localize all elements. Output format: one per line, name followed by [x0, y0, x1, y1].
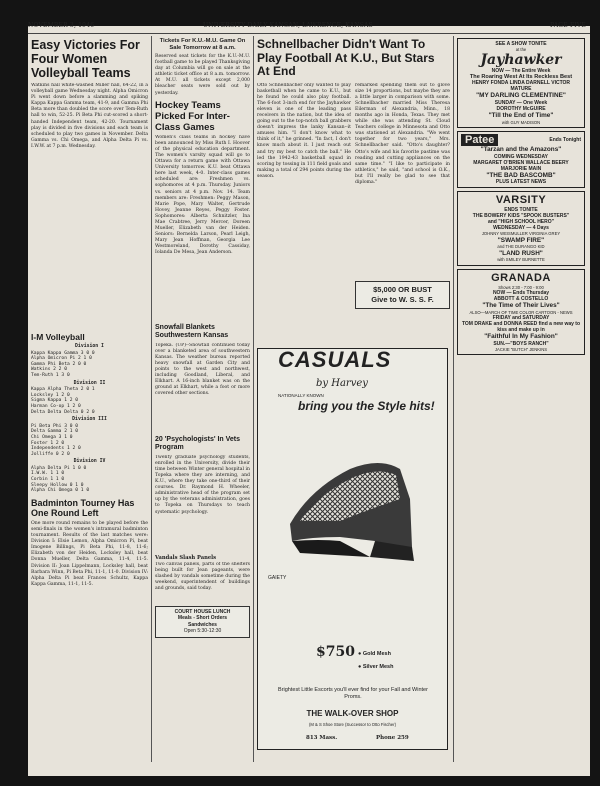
division-heading: Division II — [73, 380, 106, 386]
standings-row: Sleepy Hollow 0 1 0 — [31, 482, 84, 488]
headline-snowfall: Snowfall Blankets Southwestern Kansas — [155, 323, 229, 340]
jayhawker-title1: "MY DARLING CLEMENTINE" — [476, 92, 566, 100]
standings-row: Chi Omega 3 1 0 — [31, 434, 73, 440]
casuals-brand: CASUALS — [278, 347, 392, 372]
patee-cast: MARGARET O'BRIEN WALLACE BEERY MARJORIE MAIN — [473, 159, 569, 172]
standings-row: Kappa Alpha Theta 2 0 1 — [31, 387, 95, 393]
standings-row: Sigma Kappa 1 2 0 — [31, 398, 79, 404]
casuals-model: GAIETY — [268, 575, 287, 581]
standings-row: Foster 1 2 0 — [31, 440, 65, 446]
standings-row: Alpha Omicron Pi 2 1 0 — [31, 356, 92, 362]
header-paper-name: UNIVERSITY DAILY KANSAN, LAWRENCE, KANSAS — [203, 22, 373, 29]
casuals-gold-mesh: ● Gold Mesh — [358, 651, 391, 657]
varsity-with: with SMILEY BURNETTE — [497, 257, 545, 263]
casuals-blurb: Brightest Little Escorts you'll ever find for your Fall and Winter Proms. — [278, 687, 428, 700]
varsity-theater-name: VARSITY — [495, 194, 547, 207]
headline-hockey: Hockey Teams Picked For Inter-Class Games — [155, 99, 230, 133]
standings-row: Tem-Ruth 1 3 0 — [31, 372, 70, 378]
granada-shows: Shows 2:30 - 7:00 - 9:00 — [498, 284, 544, 290]
shoe-illustration — [280, 429, 430, 579]
column-divider — [253, 36, 254, 762]
standings-row: I.W.W. 1 1 0 — [31, 471, 65, 477]
granada-sun2: JACKIE "BUTCH" JENKINS — [494, 346, 548, 352]
varsity-theater-ad — [457, 191, 585, 265]
varsity-title2: "SWAMP FIRE" — [497, 236, 545, 244]
patee-ends: Ends Tonight — [549, 137, 581, 143]
varsity-title3: "LAND RUSH" — [499, 249, 543, 257]
jayhawker-cast2: DOROTHY McGUIRE — [496, 106, 546, 112]
granada-cast2: TOM DRAKE and DONNA REED find a new way to kiss and make up in — [461, 321, 581, 333]
article-psychologists-body: Twenty graduate psychology students, enrolled in the University, divide their time between Winter general hospital in Topeka where they are interning, and K.U., where they take one-third of their courses. Dr. Raymond H. Wheeler, administrative head of the program set up by the veterans administration, goes to Topeka on Thursdays to teach systematic psychology. — [155, 454, 250, 515]
article-schnellbacher-col-a: Otto Schnellbacher only wanted to play basketball when he came to K.U., but he found he could also play football. The 6-foot 3-inch end for the Jayhawker eleven is one of the leading pass receivers in the nation, but the idea of going out to the top-notch ball grabbers doesn't impress the lanky Kansan--it amuses him. "I don't know what to think of it," he grinned. "In fact, I don't know much about it. I just reach out and try my best to catch the ball." He led the 1942-43 basketball squad in scoring by tossing in 111 field goals and making a total of 294 points during the season. — [257, 82, 351, 179]
standings-row: Alpha Chi Omega 0 1 0 — [31, 488, 90, 494]
standings-row: Watkins 2 2 0 — [31, 367, 67, 373]
varsity-durango: and THE DURANGO KID — [497, 244, 545, 250]
column-4-movie-listings — [457, 38, 585, 358]
headline-schnellbacher: Schnellbacher Didn't Want To Play Football At K.U., But Stars At End — [257, 38, 435, 78]
jayhawker-see-show: SEE A SHOW TONITE — [495, 41, 547, 47]
division-heading: Division IV — [73, 459, 106, 465]
walk-over-shop-sub: (M & S Shoe Store (Successor to Otto Fischer) — [308, 722, 397, 727]
article-snowfall-body: Topeka. (UP)--Snowfall continued today over a blanketed area of southwestern Kansas. The weather bureau reported heavy snowfall at Garden City and points to the west and northwest, including Goodland, Liberal, and Elkhart. A 16-inch blanket was on the ground at Elkhart, while a foot or more covered other sections. — [155, 342, 250, 397]
gold-mesh-label: Gold Mesh — [362, 651, 391, 657]
jayhawker-with: with GUY MADISON — [501, 119, 541, 125]
standings-row: Independents 1 2 0 — [31, 446, 81, 452]
standings-table — [31, 344, 148, 494]
granada-title2: "Faithful In My Fashion" — [484, 333, 558, 340]
standings-row: Delta Delta Delta 0 2 0 — [31, 409, 95, 415]
patee-header — [461, 134, 581, 146]
granada-title1: "The Time of Their Lives" — [482, 302, 560, 309]
varsity-cast: JOHNNY WEISMULLER VIRGINIA GREY — [481, 231, 561, 237]
headline-psychologists: 20 'Psychologists' In Vets Program — [155, 435, 241, 452]
walk-over-shop-name: THE WALK-OVER SHOP — [306, 709, 399, 718]
patee-coming: COMING WEDNESDAY — [494, 153, 548, 160]
jayhawker-title2: "Till the End of Time" — [488, 112, 554, 119]
courthouse-ad-hours: Open 5:30-12:30 — [183, 628, 222, 635]
casuals-silver-mesh: ● Silver Mesh — [358, 664, 394, 670]
bond-ad-headline: $5,000 OR BUST — [373, 284, 432, 294]
war-student-fund-ad — [355, 281, 450, 309]
division-heading: Division I — [75, 344, 104, 349]
division-heading: Division III — [72, 417, 107, 423]
standings-row: Jolliffe 0 2 0 — [31, 451, 70, 457]
header-rule — [28, 33, 590, 34]
headline-tickets: Tickets For K.U.-M.U. Game On Sale Tomorrow at 8 a.m. — [159, 38, 246, 51]
standings-row: Pi Beta Phi 3 0 0 — [31, 423, 79, 429]
granada-theater-ad — [457, 269, 585, 355]
headline-badminton: Badminton Tourney Has One Round Left — [31, 497, 135, 519]
jayhawker-theater-ad — [457, 38, 585, 128]
granada-also: ALSO—MARCH OF TIME COLOR CARTOON - NEWS — [469, 309, 573, 315]
standings-row: Gamma Phi Beta 2 0 0 — [31, 361, 87, 367]
column-1 — [31, 38, 148, 750]
patee-theater-name: Patee — [461, 134, 498, 146]
headline-vandals: Vandals Slash Panels — [155, 554, 217, 561]
standings-row: Alpha Delta Pi 1 0 0 — [31, 465, 87, 471]
varsity-and: and "HIGH SCHOOL HERO" — [487, 219, 555, 226]
casuals-price: $750 — [316, 644, 355, 660]
patee-theater-ad — [457, 131, 585, 188]
article-volleyball-body: Watkins hall white-washed Miller hall, 64-22, in a volleyball game Wednesday night. Alpha Omicron Pi went down before a slamming and spiking Kappa Kappa Gamma team, 41-9, and Gamma Phi Beta more than doubled the score over Tem-Ruth hall to win, 52-25. Pi Beta Phi cut-scored a short-handed Independent team, 42-20. Tournament play is divided in five divisions and each team is scheduled to play two games in November. Delta Gamma vs. Chi Omega, and Alpha Delta Pi vs. I.W.W. at 7 p.m. Wednesday. — [31, 83, 148, 149]
article-hockey-body: Women's class teams in hockey have been announced by Miss Ruth I. Hoover of the physical education department. The women's varsity squad will go to Ottawa for a return game with Ottawa University tomorrow. K.U. beat Ottawa here last week, 4-0. Inter-class games scheduled are: Freshmen vs. sophomores at 4 p.m. Thursday. Juniors vs. seniors at 4 p.m. Nov. 14. Team members are: Freshmen: Peggy Mason, Marie Pope, Mary Walter, Gertrude Hovey, Jeanne Reyes, Peggy Foster. Sophomores: Alberta Schnitzler, Ina Mae Crabtree, Jerry Mercer, Doreen Mueller, Elizabeth van der Heiden. Seniors: Bernelda Larson, Pearl Leigh, Mary Jean Hoffman, Georgia Lee Westmoreland, Dorothy Cassiday, Iolanda De Mesa, Jean Anderson. — [155, 134, 250, 256]
column-3 — [257, 38, 450, 750]
varsity-ends: ENDS TONITE — [504, 207, 538, 214]
article-vandals-body: Two canvas panels, parts of the shelters being built for Jean pageants, were slashed by vandals sometime during the weekend, superintendent of buildings and grounds, said today. — [155, 561, 250, 592]
column-divider — [151, 36, 152, 762]
silver-mesh-label: Silver Mesh — [362, 664, 394, 670]
casuals-by-harvey-ad — [257, 348, 448, 750]
article-tickets-body: Reserved seat tickets for the K.U.-M.U. football game to be played Thanksgiving day at Columbia will go on sale at the athletic ticket office at 8 a.m. tomorrow. At M.U. all tickets except 2,000 bleacher seats were sold out by yesterday. — [155, 54, 250, 96]
jayhawker-sunday: SUNDAY — One Week — [494, 100, 548, 106]
jayhawker-theater-name: Jayhawker — [480, 52, 562, 69]
header-date: NOVEMBER 3, 1946 — [28, 22, 95, 29]
column-2 — [155, 38, 250, 750]
patee-plus: PLUS LATEST NEWS — [495, 179, 547, 186]
standings-title: I-M Volleyball — [31, 332, 85, 342]
page-header — [28, 22, 586, 32]
varsity-wed: WEDNESDAY — 4 Days — [493, 225, 549, 232]
standings-row: Corbin 1 1 0 — [31, 477, 65, 483]
standings-row: Delta Gamma 2 1 0 — [31, 429, 79, 435]
article-schnellbacher — [257, 83, 450, 319]
jayhawker-cast1: HENRY FONDA LINDA DARNELL VICTOR MATURE — [471, 80, 571, 93]
granada-now: NOW — Ends Thursday — [492, 290, 550, 296]
jayhawker-now: NOW — The Entire Week — [491, 68, 551, 75]
courthouse-ad-title: COURT HOUSE LUNCH — [174, 608, 231, 615]
jayhawker-at: at the — [515, 47, 527, 52]
standings-row: Harman Co-op 1 2 0 — [31, 403, 81, 409]
casuals-by: by Harvey — [316, 378, 368, 389]
wedge-shoe-icon — [280, 429, 430, 579]
granada-sun: SUN.—"BOYS RANCH" — [493, 340, 549, 347]
varsity-title1: THE BOWERY KIDS "SPOOK BUSTERS" — [472, 213, 570, 220]
walk-over-address: 813 Mass. — [306, 735, 338, 741]
casuals-tagline: bring you the Style hits! — [298, 399, 435, 413]
column-divider — [453, 36, 454, 762]
article-badminton-body: One more round remains to be played before the semi-finals in the women's intramural badminton tournament. Results of the last matches were: Division I: Elsie Lemon, Alpha Omicron Pi, beat Imogene Billings, Pi Beta Phi, 11-8, 11-6; Elizabeth von der Heiden, Locksley hall, beat Donna Mueller, Delta Gamma, 11-4, 11-5. Division II: Joan Lippelmann, Locksley hall, beat Barbara Winn, Pi Beta Phi, 11-1, 11-0. Division IV: Alpha Delta Pi beat Frances Schultz, Kappa Kappa Gamma, 11-1, 11-5. — [31, 520, 148, 587]
standings-row: Kappa Kappa Gamma 3 0 0 — [31, 350, 95, 356]
granada-fri: FRIDAY and SATURDAY — [492, 315, 550, 321]
headline-volleyball: Easy Victories For Four Women Volleyball Teams — [31, 38, 140, 80]
standings-row: Locksley 1 2 0 — [31, 392, 70, 398]
article-schnellbacher-col-b: remarked spending them out to glove size 14 proportions, but maybe they are a little larger in comparison with some. Schnellbacher married Miss Theresa Eilerman of Alexandria, Minn., 18 months ago in Honda, Texas. They met while she was attending St. Cloud Teachers college in Minnesota and Otto was stationed at Alexandria. "We went together for two years," Mrs. Schnellbacher said. "Otto's daughter? Otto's wife and his favorite pastime was reading and cutting appliances on the same time." "I like to participate in athletics," he said, "and school is O.K., but I'll really be glad to see that diploma." — [355, 82, 450, 185]
casuals-national: NATIONALLY KNOWN — [278, 393, 324, 398]
granada-cast: ABBOTT & COSTELLO — [493, 296, 549, 302]
courthouse-ad-line: Meals - Short Orders — [177, 615, 228, 622]
header-page-number: PAGE FIVE — [550, 22, 586, 29]
walk-over-phone: Phone 259 — [376, 735, 409, 741]
jayhawker-feature-tagline: The Roaring West At Its Reckless Best — [469, 74, 573, 81]
patee-title2: "THE BAD BASCOMB" — [486, 171, 556, 179]
bond-ad-subline: Give to W. S. S. F. — [371, 294, 434, 304]
courthouse-ad-line: Sandwiches — [188, 621, 217, 628]
granada-theater-name: GRANADA — [491, 271, 551, 284]
courthouse-lunch-ad — [155, 606, 250, 638]
patee-title1: "Tarzan and the Amazons" — [480, 146, 562, 153]
